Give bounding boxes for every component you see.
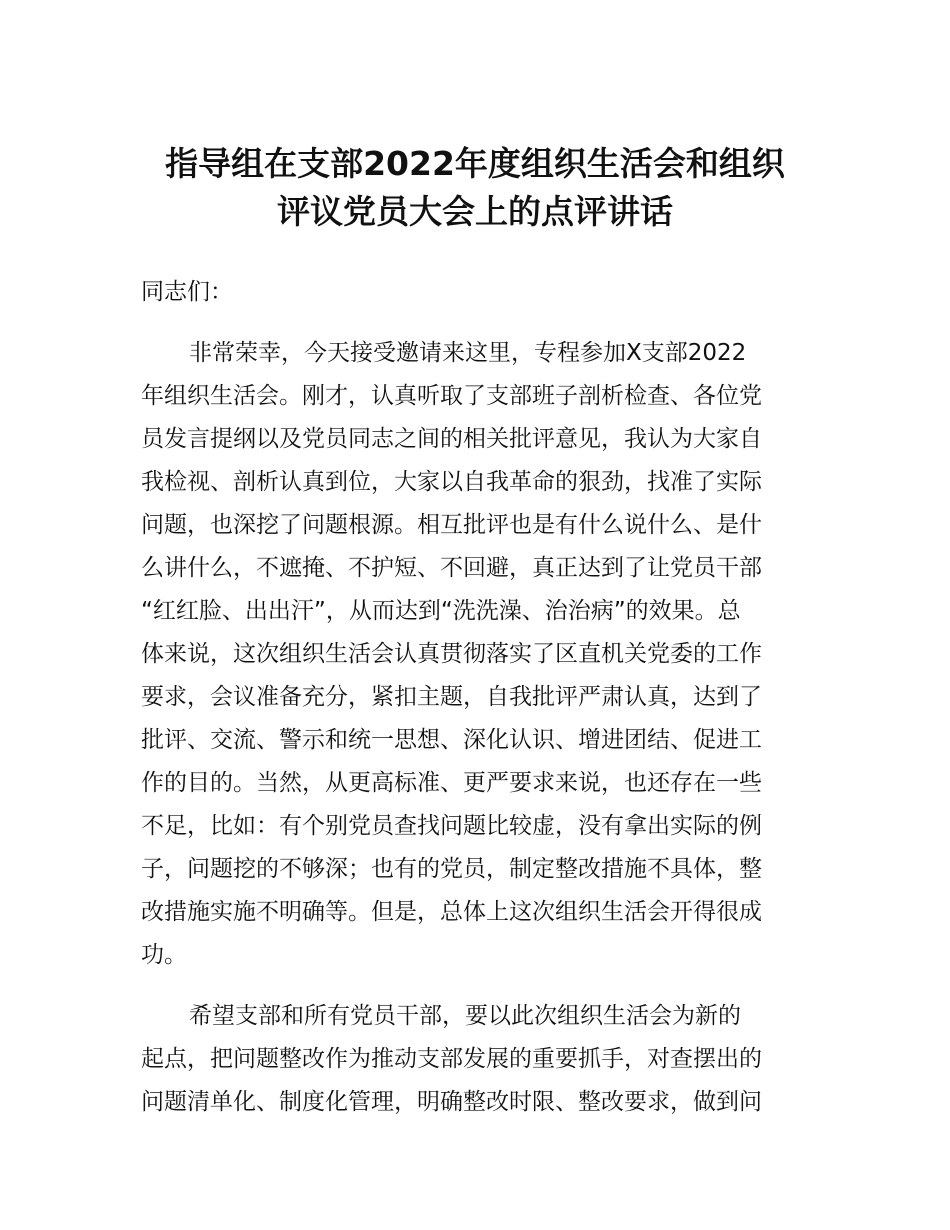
title-line: 评议党员大会上的点评讲话	[277, 192, 673, 231]
paragraph-line: 问题，也深挖了问题根源。相互批评也是有什么说什么、是什	[141, 512, 762, 538]
paragraph-line: 起点，把问题整改作为推动支部发展的重要抓手，对查摆出的	[141, 1046, 762, 1072]
paragraph-line: 员发言提纲以及党员同志之间的相关批评意见，我认为大家自	[141, 426, 762, 452]
paragraph-line: 我检视、剖析认真到位，大家以自我革命的狠劲，找准了实际	[141, 469, 762, 495]
greeting: 同志们：	[141, 279, 233, 305]
paragraph-line: 要求，会议准备充分，紧扣主题，自我批评严肃认真，达到了	[141, 684, 762, 710]
paragraph-line: “红红脸、出出汗”，从而达到“洗洗澡、治治病”的效果。总	[141, 598, 741, 624]
paragraph-2	[141, 995, 813, 1124]
paragraph-1	[141, 332, 813, 977]
paragraph-line: 非常荣幸，今天接受邀请来这里，专程参加X支部2022	[189, 340, 747, 366]
paragraph-line: 子，问题挖的不够深；也有的党员，制定整改措施不具体，整	[141, 856, 762, 882]
title-line: 指导组在支部2022年度组织生活会和组织	[165, 144, 785, 183]
paragraph-line: 年组织生活会。刚才，认真听取了支部班子剖析检查、各位党	[141, 383, 762, 409]
paragraph-line: 问题清单化、制度化管理，明确整改时限、整改要求，做到问	[141, 1089, 762, 1115]
paragraph-line: 作的目的。当然，从更高标准、更严要求来说，也还存在一些	[141, 770, 762, 796]
page-title	[120, 140, 830, 236]
paragraph-line: 批评、交流、警示和统一思想、深化认识、增进团结、促进工	[141, 727, 762, 753]
paragraph-line: 不足，比如：有个别党员查找问题比较虚，没有拿出实际的例	[141, 813, 762, 839]
paragraph-line: 体来说，这次组织生活会认真贯彻落实了区直机关党委的工作	[141, 641, 762, 667]
paragraph-line: 希望支部和所有党员干部，要以此次组织生活会为新的	[189, 1003, 741, 1029]
paragraph-line: 功。	[141, 942, 187, 968]
paragraph-line: 么讲什么，不遮掩、不护短、不回避，真正达到了让党员干部	[141, 555, 762, 581]
paragraph-line: 改措施实施不明确等。但是，总体上这次组织生活会开得很成	[141, 899, 762, 925]
